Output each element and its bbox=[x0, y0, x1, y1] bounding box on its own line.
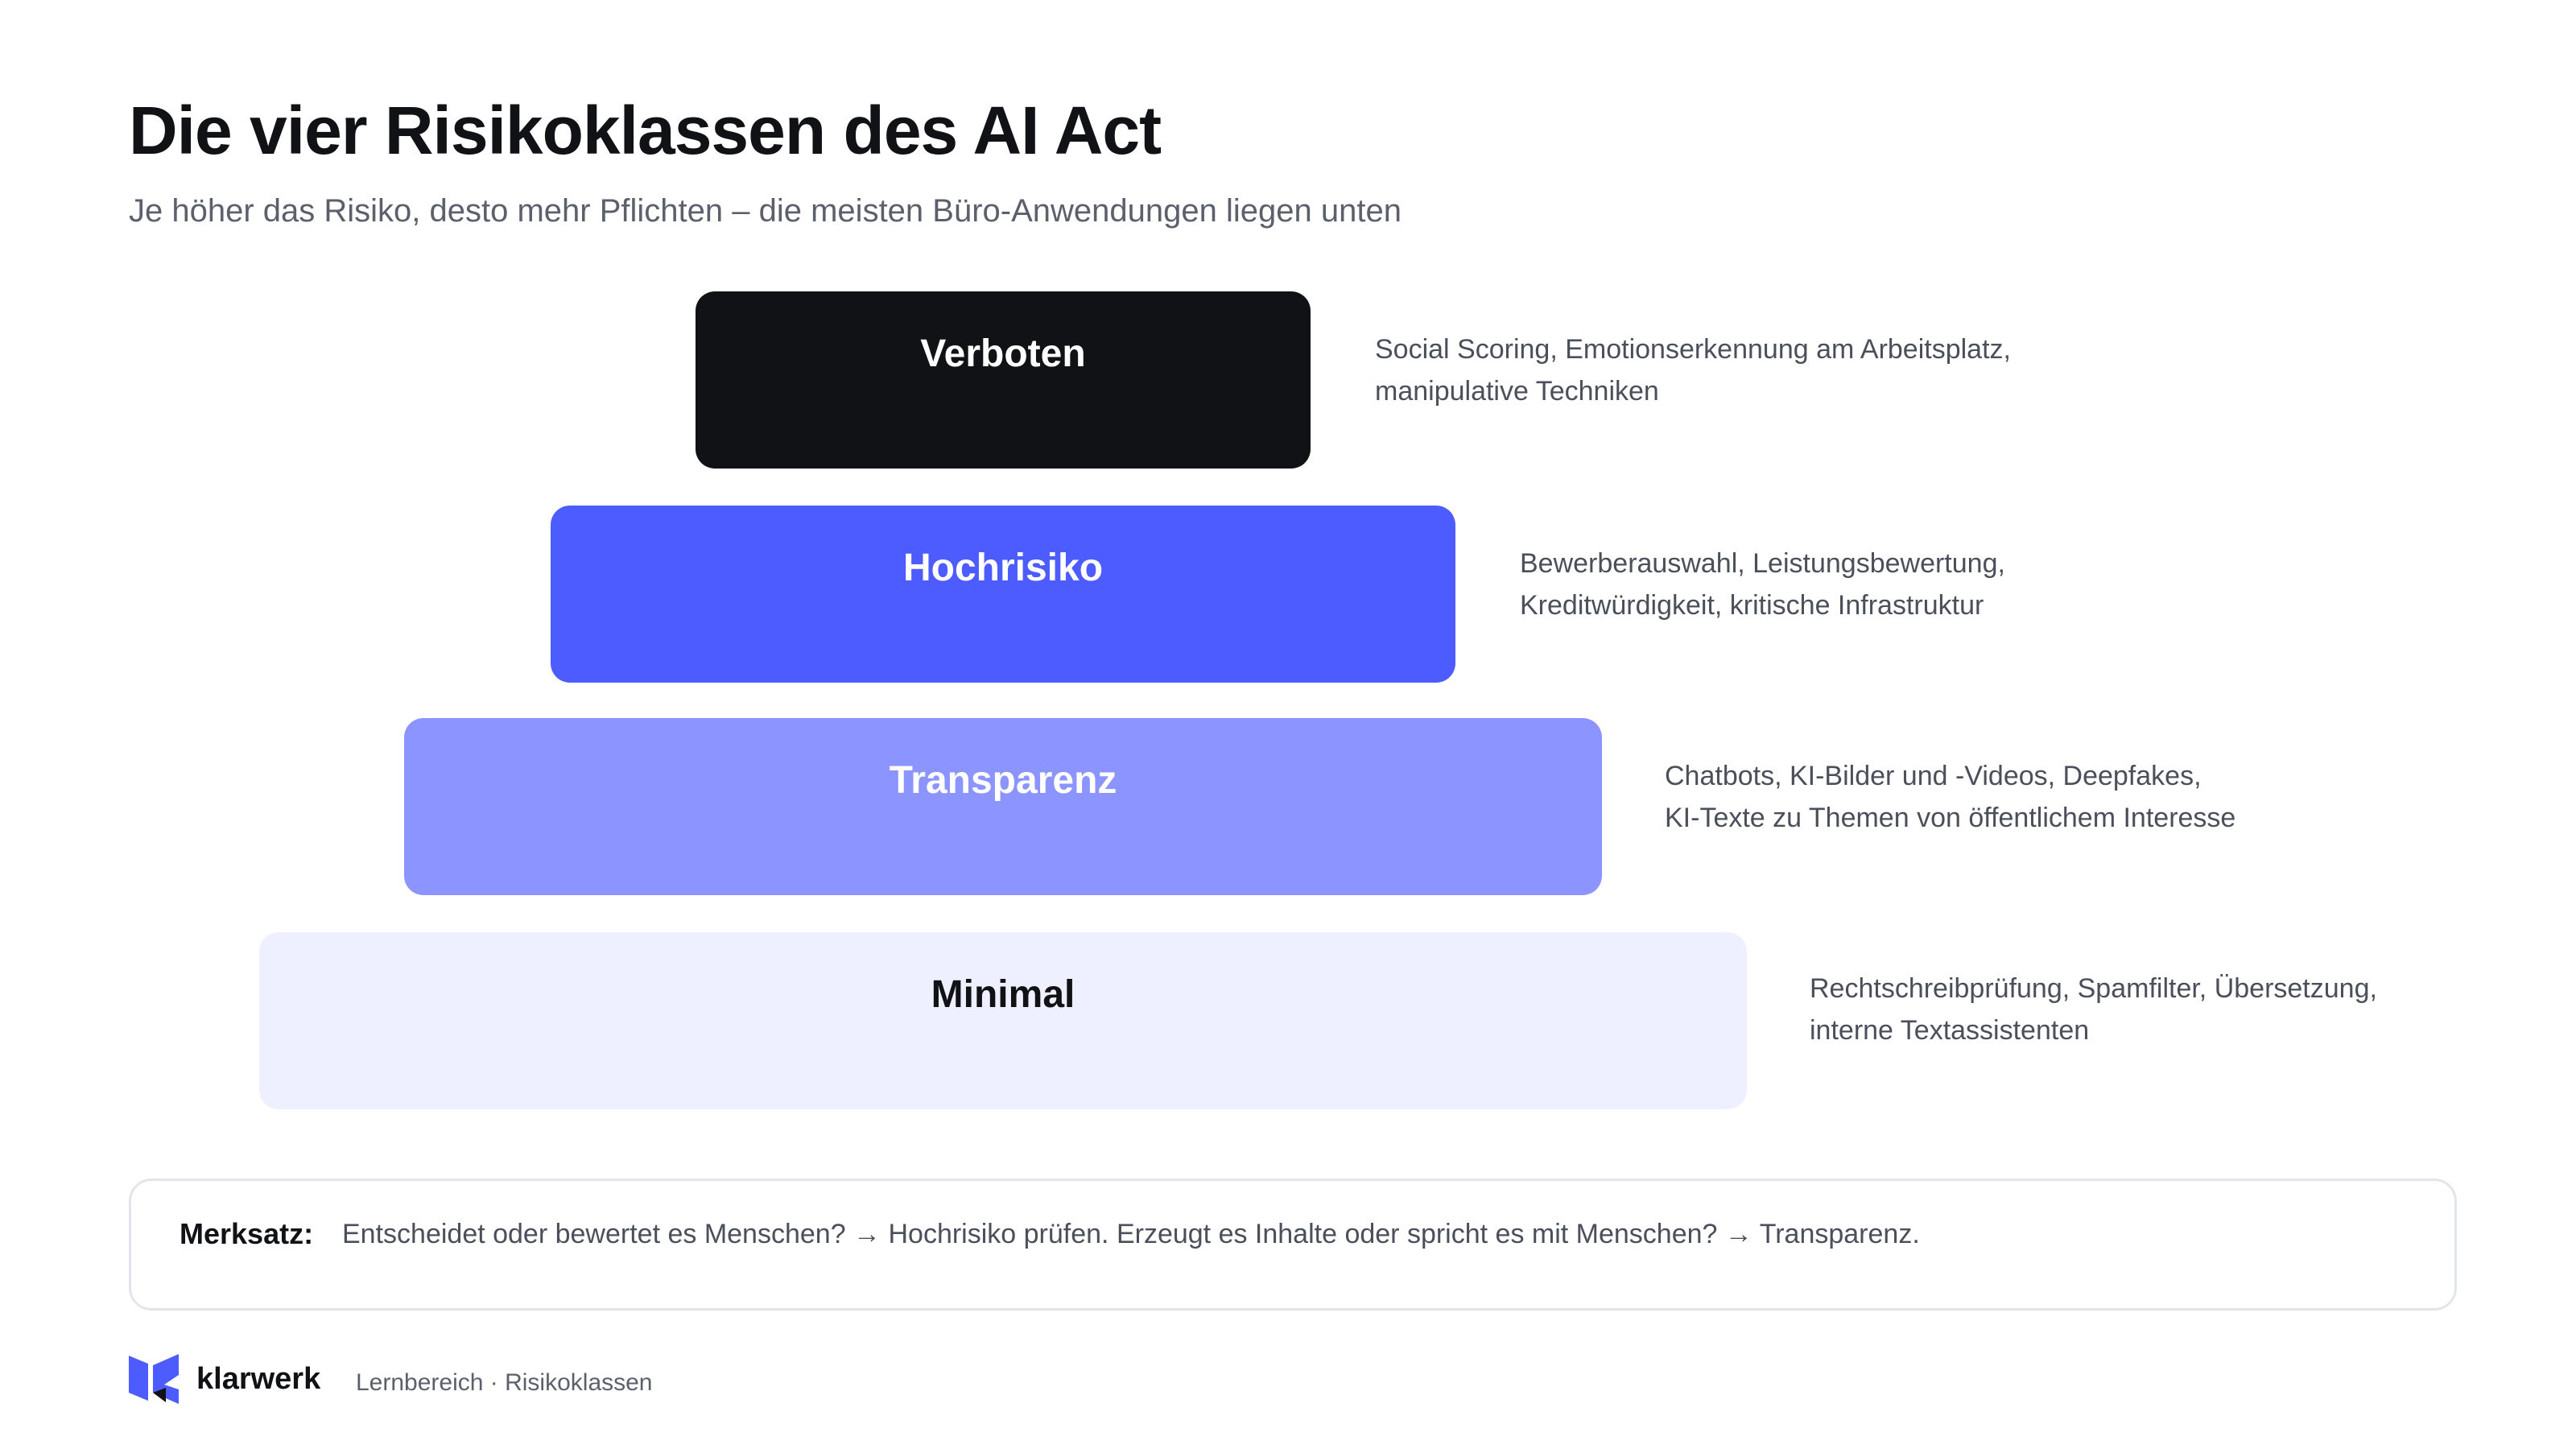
tier-description-line: Social Scoring, Emotionserkennung am Arbeitsplatz, bbox=[1375, 334, 2011, 365]
tier-block-minimal bbox=[259, 932, 1747, 1109]
tier-block-transparenz bbox=[404, 718, 1602, 895]
tier-description-line: interne Textassistenten bbox=[1810, 1015, 2090, 1046]
tier-description-line: Chatbots, KI-Bilder und -Videos, Deepfakes, bbox=[1665, 761, 2202, 791]
tier-block-verboten bbox=[696, 291, 1311, 469]
tier-label-hochrisiko: Hochrisiko bbox=[902, 547, 1104, 589]
tier-description-line: Rechtschreibprüfung, Spamfilter, Übersetzung, bbox=[1810, 973, 2377, 1004]
footer-breadcrumb: Lernbereich · Risikoklassen bbox=[356, 1369, 653, 1396]
klarwerk-logo-icon bbox=[129, 1354, 182, 1404]
page-title: Die vier Risikoklassen des AI Act bbox=[129, 93, 1162, 168]
merksatz-text: Entscheidet oder bewertet es Menschen? → Hochrisiko prüfen. Erzeugt es Inhalte oder spricht es mit Menschen? → Transparenz. bbox=[342, 1219, 1920, 1249]
tier-label-verboten: Verboten bbox=[920, 332, 1086, 375]
page-subtitle: Je höher das Risiko, desto mehr Pflichten – die meisten Büro-Anwendungen liegen unten bbox=[129, 193, 1402, 229]
merksatz-box bbox=[129, 1179, 2457, 1311]
tier-description-line: Bewerberauswahl, Leistungsbewertung, bbox=[1520, 548, 2005, 579]
tier-description-hochrisiko bbox=[1520, 543, 2005, 626]
tier-description-transparenz bbox=[1665, 755, 2235, 839]
tier-description-line: KI-Texte zu Themen von öffentlichem Interesse bbox=[1665, 803, 2236, 833]
tier-description-minimal bbox=[1810, 968, 2377, 1051]
tier-description-line: manipulative Techniken bbox=[1375, 376, 1659, 407]
tier-label-minimal: Minimal bbox=[931, 973, 1075, 1016]
footer-brand: klarwerk bbox=[196, 1362, 321, 1396]
tier-description-verboten bbox=[1375, 328, 2011, 412]
tier-label-transparenz: Transparenz bbox=[889, 759, 1117, 802]
merksatz-label: Merksatz: bbox=[180, 1217, 314, 1250]
tier-description-line: Kreditwürdigkeit, kritische Infrastruktur bbox=[1520, 590, 1984, 621]
tier-block-hochrisiko bbox=[551, 506, 1455, 683]
